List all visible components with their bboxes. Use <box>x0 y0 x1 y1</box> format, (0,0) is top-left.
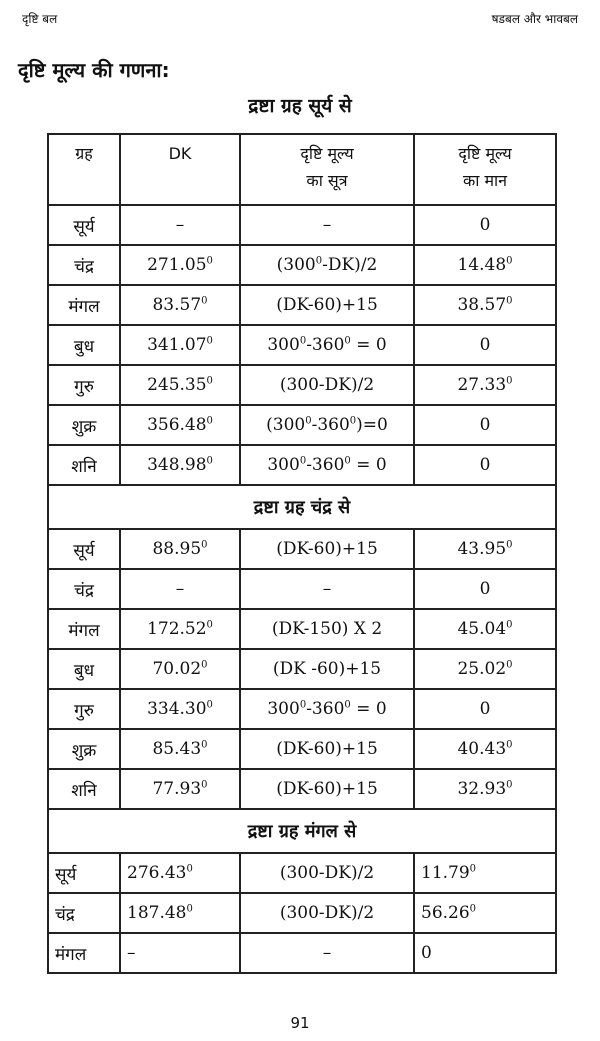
dk-cell: 245.35$^0$ <box>120 365 240 405</box>
running-header <box>22 10 578 30</box>
table-row <box>48 729 556 769</box>
formula-cell: $(300^0-DK)/2$ <box>240 245 414 285</box>
dk-cell: 88.95$^0$ <box>120 529 240 569</box>
planet-cell: शनि <box>48 445 120 485</box>
formula-cell: $300^0-360^0 = 0$ <box>240 325 414 365</box>
formula-cell: (DK-150) X 2 <box>240 609 414 649</box>
table-row <box>48 205 556 245</box>
planet-cell: सूर्य <box>48 853 120 893</box>
aspect-value-table <box>47 133 557 974</box>
col-value-line2: का मान <box>462 171 508 190</box>
dk-cell: – <box>120 569 240 609</box>
col-value-header <box>414 134 556 205</box>
sub-heading-moon <box>48 485 556 529</box>
dk-cell: 70.02$^0$ <box>120 649 240 689</box>
value-cell: 0 <box>414 569 556 609</box>
planet-cell: बुध <box>48 325 120 365</box>
planet-cell: मंगल <box>48 609 120 649</box>
col-formula-line1: दृष्टि मूल्य <box>300 144 354 163</box>
dk-cell: 348.98$^0$ <box>120 445 240 485</box>
value-cell: 56.26$^0$ <box>414 893 556 933</box>
planet-cell: चंद्र <box>48 569 120 609</box>
dk-cell: 271.05$^0$ <box>120 245 240 285</box>
dk-cell: 83.57$^0$ <box>120 285 240 325</box>
table-header-row <box>48 134 556 205</box>
planet-cell: सूर्य <box>48 205 120 245</box>
table-row <box>48 529 556 569</box>
dk-cell: – <box>120 205 240 245</box>
formula-cell: – <box>240 205 414 245</box>
value-cell: 14.48$^0$ <box>414 245 556 285</box>
table-row <box>48 689 556 729</box>
table-row <box>48 933 556 973</box>
table-row <box>48 769 556 809</box>
formula-cell: (DK-60)+15 <box>240 529 414 569</box>
planet-cell: गुरु <box>48 365 120 405</box>
table-row <box>48 245 556 285</box>
table-row <box>48 649 556 689</box>
value-cell: 11.79$^0$ <box>414 853 556 893</box>
formula-cell: $(300^0-360^0)=0$ <box>240 405 414 445</box>
page-number: 91 <box>290 1014 310 1032</box>
dk-cell: 187.48$^0$ <box>120 893 240 933</box>
planet-cell: मंगल <box>48 285 120 325</box>
formula-cell: – <box>240 933 414 973</box>
formula-cell: (300-DK)/2 <box>240 853 414 893</box>
formula-cell: – <box>240 569 414 609</box>
value-cell: 27.33$^0$ <box>414 365 556 405</box>
dk-cell: – <box>120 933 240 973</box>
value-cell: 0 <box>414 405 556 445</box>
planet-cell: गुरु <box>48 689 120 729</box>
table-row <box>48 445 556 485</box>
planet-cell: चंद्र <box>48 245 120 285</box>
formula-cell: (300-DK)/2 <box>240 365 414 405</box>
value-cell: 0 <box>414 689 556 729</box>
planet-cell: शनि <box>48 769 120 809</box>
table-row <box>48 853 556 893</box>
dk-cell: 334.30$^0$ <box>120 689 240 729</box>
formula-cell: $300^0-360^0 = 0$ <box>240 445 414 485</box>
planet-cell: शुक्र <box>48 405 120 445</box>
table-row <box>48 569 556 609</box>
formula-cell: (DK-60)+15 <box>240 769 414 809</box>
col-value-line1: दृष्टि मूल्य <box>458 144 512 163</box>
planet-cell: सूर्य <box>48 529 120 569</box>
dk-cell: 341.07$^0$ <box>120 325 240 365</box>
planet-cell: चंद्र <box>48 893 120 933</box>
planet-cell: बुध <box>48 649 120 689</box>
formula-cell: (DK -60)+15 <box>240 649 414 689</box>
col-formula-header <box>240 134 414 205</box>
dk-cell: 356.48$^0$ <box>120 405 240 445</box>
table-row <box>48 609 556 649</box>
col-planet-header: ग्रह <box>48 134 120 205</box>
formula-cell: (300-DK)/2 <box>240 893 414 933</box>
section-title: दृष्टि मूल्य की गणना: <box>18 58 170 82</box>
value-cell: 0 <box>414 325 556 365</box>
value-cell: 43.95$^0$ <box>414 529 556 569</box>
value-cell: 25.02$^0$ <box>414 649 556 689</box>
table-row <box>48 405 556 445</box>
sub-heading-mars <box>48 809 556 853</box>
value-cell: 0 <box>414 933 556 973</box>
dk-cell: 77.93$^0$ <box>120 769 240 809</box>
value-cell: 45.04$^0$ <box>414 609 556 649</box>
value-cell: 40.43$^0$ <box>414 729 556 769</box>
formula-cell: (DK-60)+15 <box>240 285 414 325</box>
formula-cell: $300^0-360^0 = 0$ <box>240 689 414 729</box>
value-cell: 0 <box>414 205 556 245</box>
planet-cell: मंगल <box>48 933 120 973</box>
table-row <box>48 285 556 325</box>
table-title: द्रष्टा ग्रह सूर्य से <box>248 95 352 117</box>
table-row <box>48 325 556 365</box>
planet-cell: शुक्र <box>48 729 120 769</box>
sub-heading-moon-title: द्रष्टा ग्रह चंद्र से <box>48 485 556 529</box>
value-cell: 38.57$^0$ <box>414 285 556 325</box>
dk-cell: 85.43$^0$ <box>120 729 240 769</box>
formula-cell: (DK-60)+15 <box>240 729 414 769</box>
sub-heading-mars-title: द्रष्टा ग्रह मंगल से <box>48 809 556 853</box>
table-row <box>48 365 556 405</box>
dk-cell: 172.52$^0$ <box>120 609 240 649</box>
value-cell: 0 <box>414 445 556 485</box>
col-formula-line2: का सूत्र <box>306 171 348 190</box>
header-right: षडबल और भावबल <box>491 12 578 26</box>
table-row <box>48 893 556 933</box>
value-cell: 32.93$^0$ <box>414 769 556 809</box>
header-left: दृष्टि बल <box>22 12 58 26</box>
col-dk-header: DK <box>120 134 240 205</box>
dk-cell: 276.43$^0$ <box>120 853 240 893</box>
